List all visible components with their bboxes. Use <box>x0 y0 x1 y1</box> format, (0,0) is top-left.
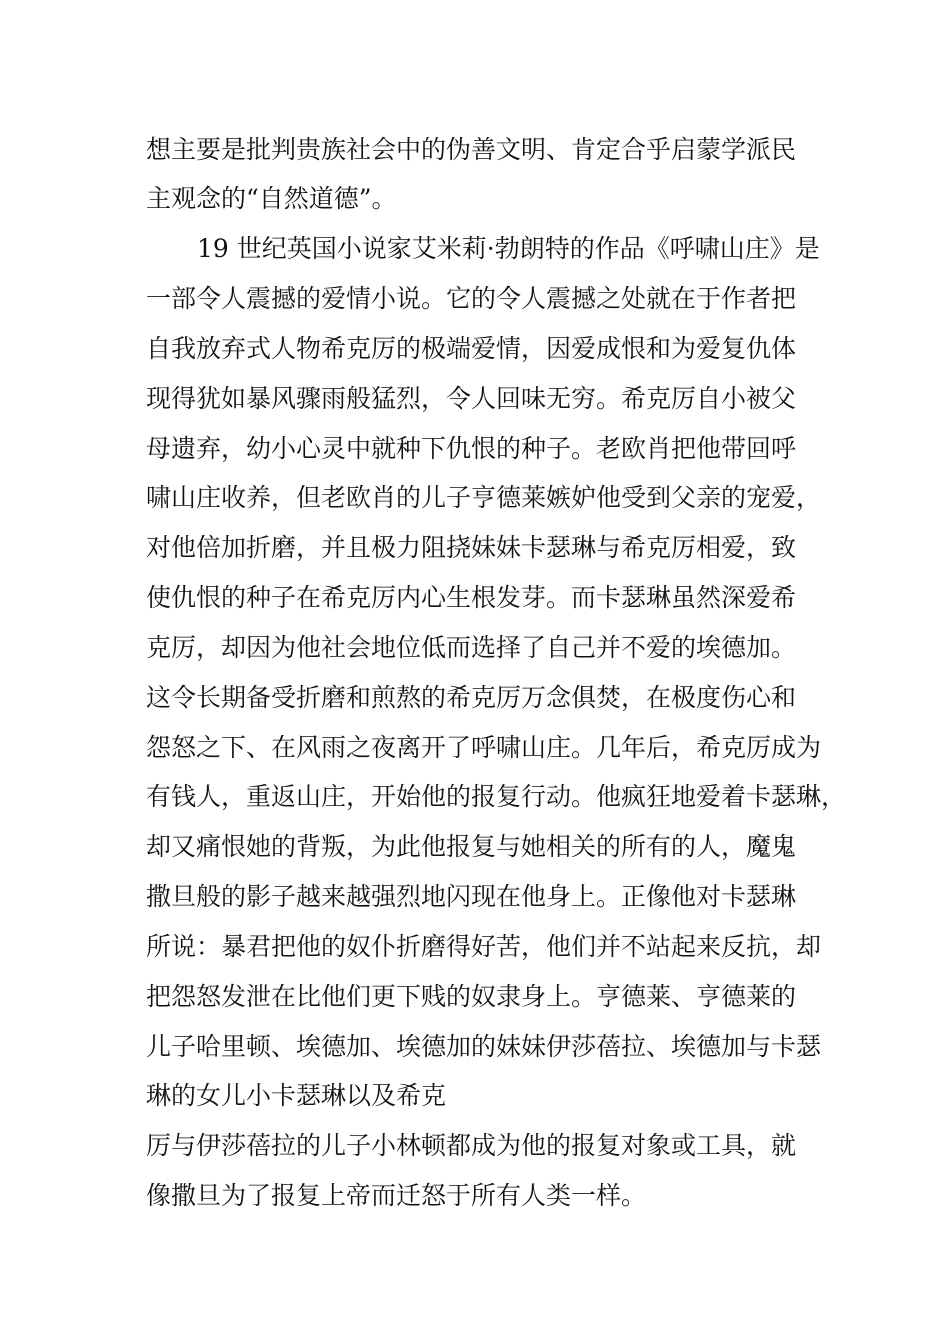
text-line: 想主要是批判贵族社会中的伪善文明、肯定合乎启蒙学派民 <box>146 135 797 164</box>
text-line: 这令长期备受折磨和煎熬的希克厉万念俱焚，在极度伤心和 <box>146 683 797 712</box>
text-line: 现得犹如暴风骤雨般猛烈，令人回味无穷。希克厉自小被父 <box>146 384 797 413</box>
text-line: 一部令人震撼的爱情小说。它的令人震撼之处就在于作者把 <box>146 284 797 313</box>
text-line: 对他倍加折磨，并且极力阻挠妹妹卡瑟琳与希克厉相爱，致 <box>146 533 797 562</box>
text-line: 撒旦般的影子越来越强烈地闪现在他身上。正像他对卡瑟琳 <box>146 882 797 911</box>
text-line: 母遗弃，幼小心灵中就种下仇恨的种子。老欧肖把他带回呼 <box>146 434 797 463</box>
text-line: 啸山庄收养，但老欧肖的儿子亨德莱嫉妒他受到父亲的宠爱， <box>146 483 822 512</box>
text-line: 厉与伊莎蓓拉的儿子小林顿都成为他的报复对象或工具，就 <box>146 1131 797 1160</box>
text-line: 所说：暴君把他的奴仆折磨得好苦，他们并不站起来反抗，却 <box>146 932 822 961</box>
text-line: 怨怒之下、在风雨之夜离开了呼啸山庄。几年后，希克厉成为 <box>146 733 822 762</box>
text-line: 自我放弃式人物希克厉的极端爱情，因爱成恨和为爱复仇体 <box>146 334 797 363</box>
text-line: 儿子哈里顿、埃德加、埃德加的妹妹伊莎蓓拉、埃德加与卡瑟 <box>146 1032 822 1061</box>
text-line: 克厉，却因为他社会地位低而选择了自己并不爱的埃德加。 <box>146 633 797 662</box>
text-line: 像撒旦为了报复上帝而迁怒于所有人类一样。 <box>146 1181 647 1210</box>
text-line: 却又痛恨她的背叛，为此他报复与她相关的所有的人，魔鬼 <box>146 832 797 861</box>
paragraph-first-line: 19 世纪英国小说家艾米莉·勃朗特的作品《呼啸山庄》是 <box>197 234 820 263</box>
text-line: 主观念的“自然道德”。 <box>146 184 397 213</box>
text-line: 有钱人，重返山庄，开始他的报复行动。他疯狂地爱着卡瑟琳， <box>146 782 847 811</box>
text-line: 把怨怒发泄在比他们更下贱的奴隶身上。亨德莱、亨德莱的 <box>146 982 797 1011</box>
text-line: 使仇恨的种子在希克厉内心生根发芽。而卡瑟琳虽然深爱希 <box>146 583 797 612</box>
text-line: 琳的女儿小卡瑟琳以及希克 <box>146 1081 447 1110</box>
